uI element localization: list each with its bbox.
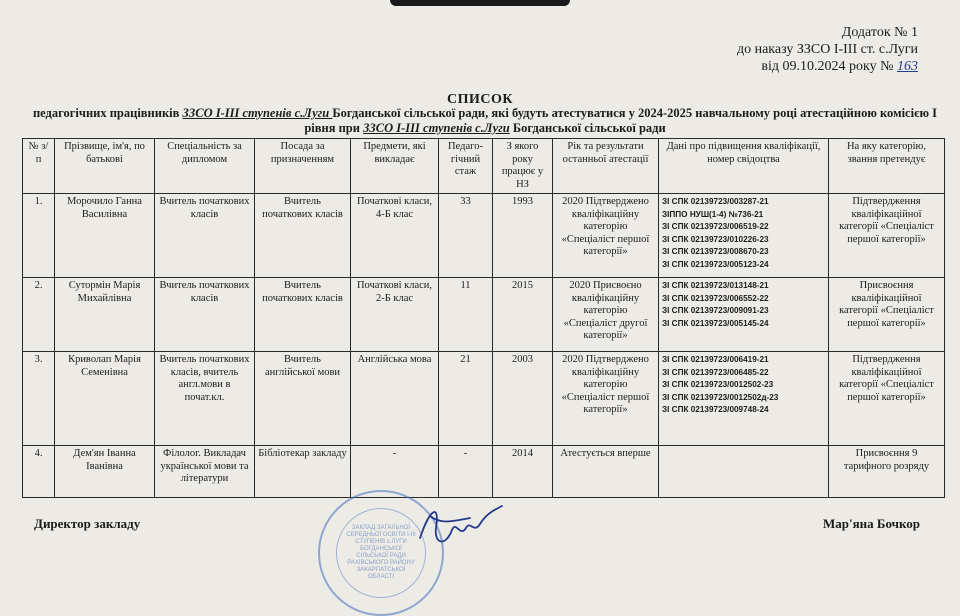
header-num: № з/п <box>23 139 55 194</box>
subtitle-part-1: педагогічних працівників <box>32 106 183 120</box>
cell-since: 2014 <box>493 446 553 498</box>
table-row <box>23 352 945 446</box>
table-row <box>23 446 945 498</box>
cell-position: Бібліотекар закладу <box>255 446 351 498</box>
teachers-table <box>22 138 945 498</box>
stamp-text: ЗАКЛАД ЗАГАЛЬНОЇ СЕРЕДНЬОЇ ОСВІТИ І-ІІІ СТУПЕНІВ с.ЛУГИ БОГДАНСЬКОЇ СІЛЬСЬКОЇ РАДИ РАХІВСЬКОГО РАЙОНУ ЗАКАРПАТСЬКОЇ ОБЛАСТІ <box>346 525 416 580</box>
cell-position: Вчитель початкових класів <box>255 194 351 278</box>
appendix-header <box>737 24 918 75</box>
header-position: Посада за призначенням <box>255 139 351 194</box>
appendix-line-1: Додаток № 1 <box>841 25 918 40</box>
cell-certificates <box>659 194 829 278</box>
certificate-line: ЗІ СПК 02139723/003287-21 <box>662 197 769 206</box>
certificate-line: ЗІППО НУШ(1-4) №736-21 <box>662 209 764 219</box>
cell-last-attestation: 2020 Підтверджено кваліфікаційну категорію «Спеціаліст першої категорії» <box>553 352 659 446</box>
cell-since: 2003 <box>493 352 553 446</box>
cell-name: Дем'ян Іванна Іванівна <box>55 446 155 498</box>
document-title: СПИСОК <box>446 92 514 107</box>
appendix-date: від 09.10.2024 року № <box>761 59 897 74</box>
cell-experience: 21 <box>439 352 493 446</box>
cell-claim: Присвоєння 9 тарифного розряду <box>829 446 945 498</box>
director-label: Директор закладу <box>34 516 141 531</box>
cell-experience: 33 <box>439 194 493 278</box>
appendix-line-2: до наказу ЗЗСО І-ІІІ ст. с.Луги <box>736 42 918 57</box>
cell-last-attestation: 2020 Підтверджено кваліфікаційну категорію «Спеціаліст першої категорії» <box>553 194 659 278</box>
cell-specialty: Вчитель початкових класів <box>155 278 255 352</box>
cell-certificates <box>659 446 829 498</box>
certificate-line: ЗІ СПК 02139723/0012502д-23 <box>662 392 779 402</box>
certificate-line: ЗІ СПК 02139723/010226-23 <box>662 234 769 244</box>
header-claim: На яку категорію, звання претендує <box>829 139 945 194</box>
cell-name: Сутормін Марія Михайлівна <box>55 278 155 352</box>
table-header-row <box>23 139 945 194</box>
certificate-line: ЗІ СПК 02139723/009091-23 <box>662 306 769 315</box>
cell-certificates <box>659 352 829 446</box>
cell-specialty: Вчитель початкових класів <box>155 194 255 278</box>
header-name: Прізвище, ім'я, по батькові <box>55 139 155 194</box>
header-since: З якого року працює у НЗ <box>493 139 553 194</box>
certificate-line: ЗІ СПК 02139723/006419-21 <box>662 355 769 364</box>
cell-claim: Підтвердження кваліфікаційної категорії «Спеціаліст першої категорії» <box>829 194 945 278</box>
cell-name: Морочило Ганна Василівна <box>55 194 155 278</box>
certificate-line: ЗІ СПК 02139723/009748-24 <box>662 405 769 414</box>
cell-num: 2. <box>23 278 55 352</box>
subtitle-school-1: ЗЗСО І-ІІІ ступенів с.Луги <box>182 106 333 120</box>
cell-certificates <box>659 278 829 352</box>
cell-num: 4. <box>23 446 55 498</box>
document-subtitle <box>30 106 940 136</box>
cell-experience: - <box>439 446 493 498</box>
certificate-line: ЗІ СПК 02139723/005123-24 <box>662 259 769 269</box>
director-signature <box>410 498 510 558</box>
appendix-line-3 <box>737 58 918 75</box>
subtitle-school-2: ЗЗСО І-ІІІ ступенів с.Луги <box>363 121 510 135</box>
cell-subjects: Початкові класи, 2-Б клас <box>351 278 439 352</box>
cell-subjects: - <box>351 446 439 498</box>
cell-specialty: Філолог. Викладач української мови та літератури <box>155 446 255 498</box>
subtitle-part-2: Богданської сільської ради, які будуть атестуватися у 2024-2025 навчальному році атестаційною комісією І рівня при <box>304 106 938 135</box>
cell-subjects: Початкові класи, 4-Б клас <box>351 194 439 278</box>
camera-notch <box>390 0 570 6</box>
certificate-line: ЗІ СПК 02139723/006552-22 <box>662 293 769 303</box>
cell-name: Криволап Марія Семенівна <box>55 352 155 446</box>
cell-specialty: Вчитель початкових класів, вчитель англ.мови в почат.кл. <box>155 352 255 446</box>
table-row <box>23 194 945 278</box>
cell-last-attestation: 2020 Присвоєно кваліфікаційну категорію «Спеціаліст другої категорії» <box>553 278 659 352</box>
cell-claim: Присвоєння кваліфікаційної категорії «Спеціаліст першої категорії» <box>829 278 945 352</box>
cell-last-attestation: Атестується вперше <box>553 446 659 498</box>
order-number: 163 <box>897 59 918 74</box>
cell-since: 2015 <box>493 278 553 352</box>
header-specialty: Спеціальність за дипломом <box>155 139 255 194</box>
cell-claim: Підтвердження кваліфікаційної категорії «Спеціаліст першої категорії» <box>829 352 945 446</box>
cell-num: 1. <box>23 194 55 278</box>
certificate-line: ЗІ СПК 02139723/013148-21 <box>662 281 769 290</box>
header-experience: Педаго-гічний стаж <box>439 139 493 194</box>
subtitle-part-3: Богданської сільської ради <box>509 121 666 135</box>
cell-position: Вчитель початкових класів <box>255 278 351 352</box>
certificate-line: ЗІ СПК 02139723/008670-23 <box>662 247 769 256</box>
certificate-line: ЗІ СПК 02139723/0012502-23 <box>662 380 774 389</box>
cell-subjects: Англійська мова <box>351 352 439 446</box>
cell-since: 1993 <box>493 194 553 278</box>
certificate-line: ЗІ СПК 02139723/005145-24 <box>662 318 769 328</box>
director-name: Мар'яна Бочкор <box>822 516 920 531</box>
header-certificates: Дані про підвищення кваліфікації, номер свідоцтва <box>659 139 829 194</box>
cell-experience: 11 <box>439 278 493 352</box>
header-subjects: Предмети, які викладає <box>351 139 439 194</box>
cell-position: Вчитель англійської мови <box>255 352 351 446</box>
certificate-line: ЗІ СПК 02139723/006485-22 <box>662 367 769 377</box>
certificate-line: ЗІ СПК 02139723/006519-22 <box>662 222 769 231</box>
cell-num: 3. <box>23 352 55 446</box>
header-last-attestation: Рік та результати останньої атестації <box>553 139 659 194</box>
table-row <box>23 278 945 352</box>
